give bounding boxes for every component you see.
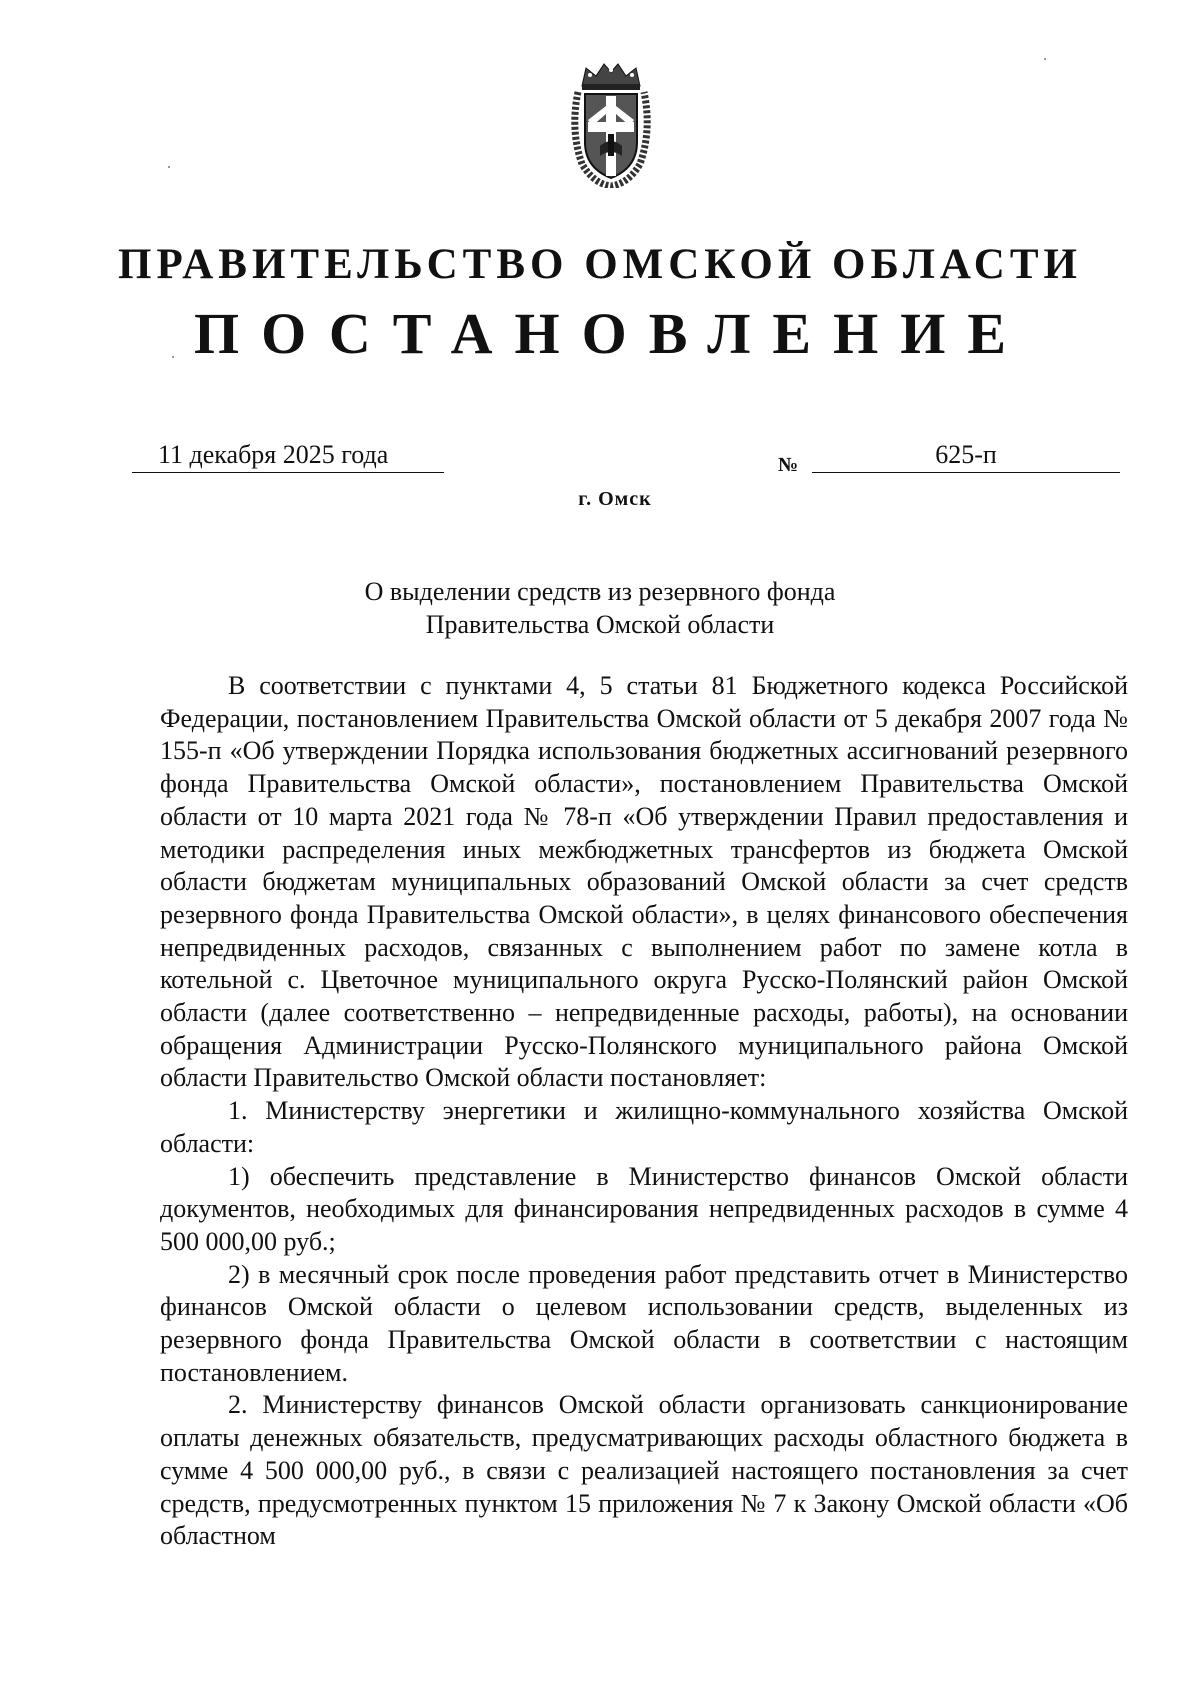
number-sign-label: № [778,454,799,476]
scan-speck [172,356,174,358]
document-city: г. Омск [578,488,652,510]
subject-line-2: Правительства Омской области [425,610,775,639]
preamble-paragraph: В соответствии с пунктами 4, 5 статьи 81 Бюджетного кодекса Российской Федерации, постановлением Правительства Омской области от 5 декабря 2007 года № 155-п «Об утверждении Порядка использования бюджетных ассигнований резервного фонда Правительства Омской области», постановлением Правительства Омской области от 10 марта 2021 года № 78-п «Об утверждении Правил предоставления и методики распределения иных межбюджетных трансфертов из бюджета Омской области бюджетам муниципальных образований Омской области за счет средств резервного фонда Правительства Омской области», в целях финансового обеспечения непредвиденных расходов, связанных с выполнением работ по замене котла в котельной с. Цветочное муниципального округа Русско-Полянский район Омской области (далее соответственно – непредвиденные расходы, работы), на основании обращения Администрации Русско-Полянского муниципального района Омской области Правительство Омской области постановляет: [160,671,1128,1093]
document-kind-title: ПОСТАНОВЛЕНИЕ [193,301,1029,366]
document-subject [0,575,1200,641]
scan-speck [168,166,170,168]
subject-line-1: О выделении средств из резервного фонда [364,577,836,606]
clause-1-1-paragraph: 1) обеспечить представление в Министерство финансов Омской области документов, необходимых для финансирования непредвиденных расходов в сумме 4 500 000,00 руб.; [160,1161,1128,1256]
document-date: 11 декабря 2025 года [132,438,444,473]
scan-speck [1044,58,1046,60]
clause-1-2-paragraph: 2) в месячный срок после проведения работ представить отчет в Министерство финансов Омской области о целевом использовании средств, выделенных из резервного фонда Правительства Омской области в соответствии с настоящим постановлением. [160,1259,1128,1387]
document-body [160,670,1128,1553]
clause-1-paragraph: 1. Министерству энергетики и жилищно-коммунального хозяйства Омской области: [160,1096,1128,1158]
coat-of-arms-icon [568,60,654,188]
organization-title: ПРАВИТЕЛЬСТВО ОМСКОЙ ОБЛАСТИ [118,241,1082,288]
clause-2-paragraph: 2. Министерству финансов Омской области организовать санкционирование оплаты денежных обязательств, предусматривающих расходы областного бюджета в сумме 4 500 000,00 руб., в связи с реализацией настоящего постановления за счет средств, предусмотренных пунктом 15 приложения № 7 к Закону Омской области «Об областном [160,1390,1128,1551]
document-number: 625-п [812,438,1120,473]
